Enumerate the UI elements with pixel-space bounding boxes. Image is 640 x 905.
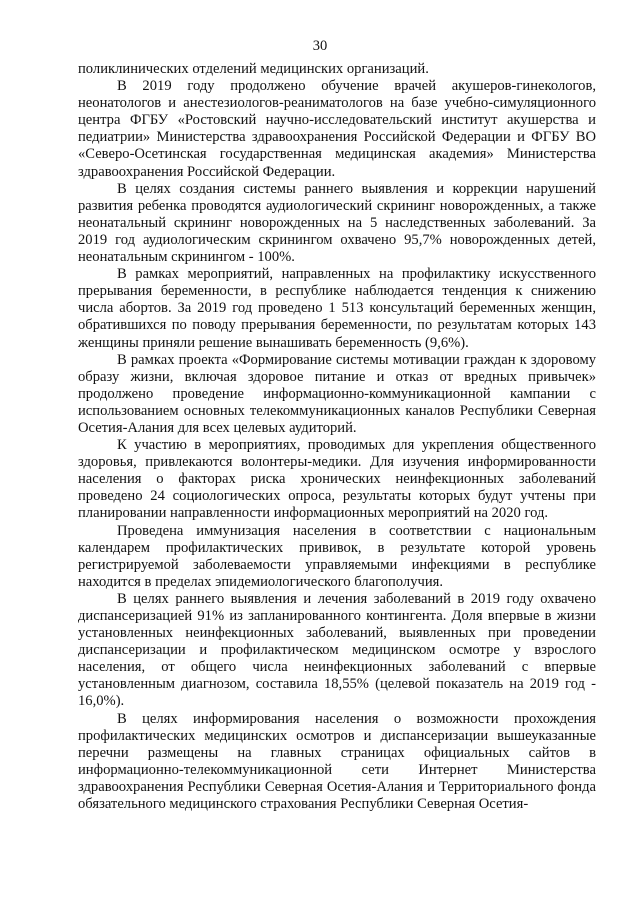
paragraph-continuation: поликлинических отделений медицинских организаций. xyxy=(78,61,429,77)
body-text xyxy=(78,61,596,813)
paragraph-screening: В целях создания системы раннего выявления и коррекции нарушений развития ребенка проводятся аудиологический скрининг новорожденных, а также неонатальный скрининг новорожденных на 5 наследственных заболеваний. За 2019 год аудиологическим скринингом охвачено 95,7% новорожденных детей, неонатальным скринингом - 100%. xyxy=(78,180,596,266)
paragraph-immunization: Проведена иммунизация населения в соответствии с национальным календарем профилактических прививок, в результате которой уровень регистрируемой заболеваемости управляемыми инфекциями в республике находится в пределах эпидемиологического благополучия. xyxy=(78,522,596,590)
paragraph-information: В целях информирования населения о возможности прохождения профилактических медицинских осмотров и диспансеризации вышеуказанные перечни размещены на главных страницах официальных сайтов в информационно-телекоммуникационной сети Интернет Министерства здравоохранения Республики Северная Осетия-Алания и Территориального фонда обязательного медицинского страхования Республики Северная Осетия- xyxy=(78,710,596,813)
paragraph-volunteers: К участию в мероприятиях, проводимых для укрепления общественного здоровья, привлекаются волонтеры-медики. Для изучения информированности населения о факторах риска хронических неинфекционных заболеваний проведено 24 социологических опроса, результаты которых будут учтены при планировании направленности информационных мероприятий на 2020 год. xyxy=(78,437,596,522)
paragraph-dispensarization: В целях раннего выявления и лечения заболеваний в 2019 году охвачено диспансеризацией 91% из запланированного контингента. Доля впервые в жизни установленных неинфекционных заболеваний, выявленных при проведении диспансеризации и профилактическом медицинском осмотре у взрослого населения, от общего числа неинфекционных заболеваний с впервые установленным диагнозом, составила 18,55% (целевой показатель на 2019 год - 16,0%). xyxy=(78,590,596,710)
paragraph-abortion-prevention: В рамках мероприятий, направленных на профилактику искусственного прерывания беременности, в республике наблюдается тенденция к снижению числа абортов. За 2019 год проведено 1 513 консультаций беременных женщин, обратившихся по поводу прерывания беременности, по результатам которых 143 женщины приняли решение вынашивать беременность (9,6%). xyxy=(78,266,596,351)
paragraph-healthy-lifestyle: В рамках проекта «Формирование системы мотивации граждан к здоровому образу жизни, включая здоровое питание и отказ от вредных привычек» продолжено проведение информационно-коммуникационной кампании с использованием основных телекоммуникационных каналов Республики Северная Осетия-Алания для всех целевых аудиторий. xyxy=(78,351,596,436)
page-number: 30 xyxy=(312,38,328,54)
paragraph-training: В 2019 году продолжено обучение врачей акушеров-гинекологов, неонатологов и анестезиологов-реаниматологов на базе учебно-симуляционного центра ФГБУ «Ростовский научно-исследовательский институт акушерства и педиатрии» Министерства здравоохранения Российской Федерации и ФГБУ ВО «Северо-Осетинская государственная медицинская академия» Министерства здравоохранения Российской Федерации. xyxy=(78,78,596,180)
